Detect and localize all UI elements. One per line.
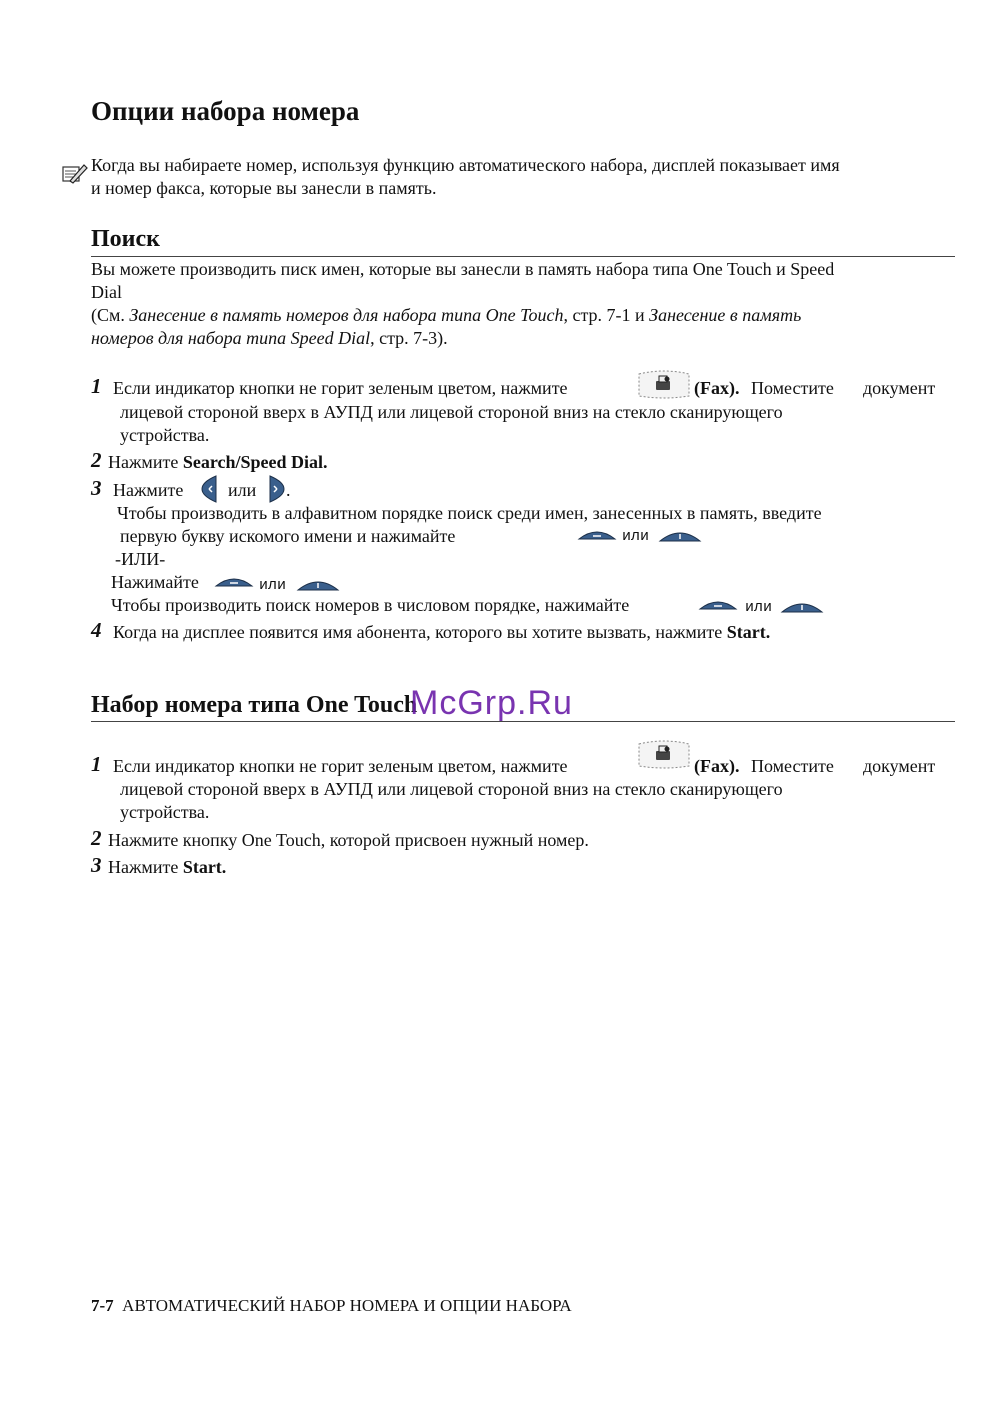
step-number: 1 bbox=[91, 374, 102, 398]
fax-button-icon bbox=[636, 740, 692, 770]
scroll-up-button-icon bbox=[214, 574, 254, 588]
search-intro: Вы можете производить писк имен, которые вы занесли в память набора типа One Touch и Speed Dial (См. Занесение в память номеров для набора типа One Touch, стр. 7-1 и Занесение в память номеров для набора типа Speed Dial, стр. 7-3). bbox=[91, 258, 951, 350]
step1-text: Если индикатор кнопки не горит зеленым цветом, нажмите bbox=[113, 756, 568, 776]
page-footer bbox=[91, 1296, 572, 1316]
watermark: McGrp.Ru bbox=[410, 684, 573, 722]
note-text: Когда вы набираете номер, используя функцию автоматического набора, дисплей показывает имя и номер факса, которые вы занесли в память. bbox=[91, 155, 840, 198]
page-title: Опции набора номера bbox=[91, 96, 360, 126]
search-reference: (См. Занесение в память номеров для набора типа One Touch, стр. 7-1 и Занесение в память bbox=[91, 305, 802, 325]
step-number: 3 bbox=[91, 853, 102, 877]
chapter-title: АВТОМАТИЧЕСКИЙ НАБОР НОМЕРА И ОПЦИИ НАБОРА bbox=[122, 1296, 572, 1315]
note-pencil-icon bbox=[60, 161, 88, 185]
scroll-down-button-icon bbox=[780, 598, 824, 614]
step1-text: Если индикатор кнопки не горит зеленым цветом, нажмите bbox=[113, 378, 568, 398]
step3-text: Нажмите Start. bbox=[108, 857, 227, 877]
section-heading-one-touch: Набор номера типа One Touch bbox=[91, 692, 418, 718]
step2-text: Нажмите кнопку One Touch, которой присвоен нужный номер. bbox=[108, 830, 589, 850]
scroll-down-button-icon bbox=[296, 576, 340, 592]
step-number: 3 bbox=[91, 476, 102, 500]
scroll-right-button-icon bbox=[268, 474, 286, 504]
step-number: 4 bbox=[91, 618, 102, 642]
step-number: 1 bbox=[91, 752, 102, 776]
section-rule bbox=[91, 256, 955, 257]
fax-button-icon bbox=[636, 370, 692, 400]
page-number: 7-7 bbox=[91, 1296, 114, 1315]
scroll-up-button-icon bbox=[577, 527, 617, 541]
step4-text: Когда на дисплее появится имя абонента, которого вы хотите вызвать, нажмите Start. bbox=[113, 622, 771, 642]
step2-text: Нажмите Search/Speed Dial. bbox=[108, 452, 328, 472]
section-heading-search: Поиск bbox=[91, 226, 160, 252]
scroll-down-button-icon bbox=[658, 527, 702, 543]
scroll-left-button-icon bbox=[200, 474, 218, 504]
step-number: 2 bbox=[91, 826, 102, 850]
scroll-up-button-icon bbox=[698, 597, 738, 611]
step-number: 2 bbox=[91, 448, 102, 472]
